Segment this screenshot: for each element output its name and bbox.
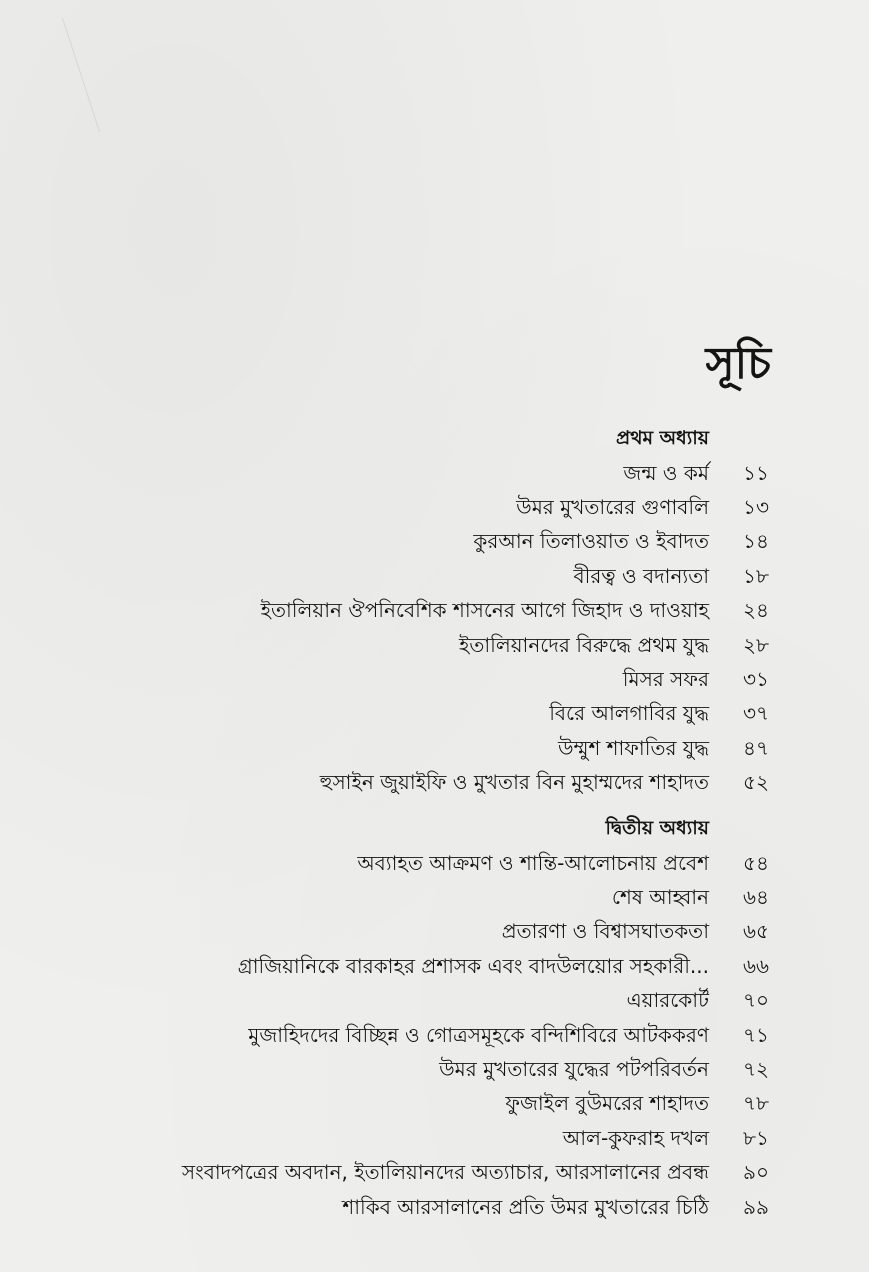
toc-entry-page-number: ১৪ (743, 529, 769, 554)
toc-entry-page-number: ৭৮ (743, 1091, 769, 1116)
chapter-2-entries (80, 848, 769, 1226)
toc-entry-page-number: ৭১ (743, 1022, 769, 1047)
toc-entry-title: গ্রাজিয়ানিকে বারকাহর প্রশাসক এবং বাদউলয়োর সহকারী... (237, 953, 709, 978)
toc-entry (80, 630, 769, 664)
toc-entry (80, 1192, 769, 1226)
toc-entry-page-number: ৪৭ (743, 735, 769, 760)
toc-entry (80, 917, 769, 951)
toc-entry (80, 882, 769, 916)
toc-entry (80, 596, 769, 630)
toc-entry-title: সংবাদপত্রের অবদান, ইতালিয়ানদের অত্যাচার, আরসালানের প্রবন্ধ (181, 1160, 709, 1185)
section-spacer (80, 802, 769, 812)
toc-entry-page-number: ৬৬ (742, 953, 769, 978)
section-heading-chapter-2: দ্বিতীয় অধ্যায় (605, 816, 709, 839)
toc-entry (80, 1123, 769, 1157)
toc-entry-title: জন্ম ও কর্ম (623, 460, 709, 485)
toc-entry (80, 985, 769, 1019)
toc-entry-title: মুজাহিদদের বিচ্ছিন্ন ও গোত্রসমূহকে বন্দিশিবিরে আটককরণ (248, 1022, 709, 1047)
toc-entry-page-number: ৫২ (743, 770, 769, 795)
toc-entry (80, 1089, 769, 1123)
toc-entry-page-number: ৯৯ (743, 1194, 769, 1219)
toc-entry-page-number: ২৮ (743, 632, 769, 657)
toc-entry-title: অব্যাহত আক্রমণ ও শান্তি-আলোচনায় প্রবেশ (357, 850, 709, 875)
toc-entry (80, 768, 769, 802)
toc-entry-title: ইতালিয়ানদের বিরুদ্ধে প্রথম যুদ্ধ (458, 632, 709, 657)
toc-entry (80, 699, 769, 733)
toc-entry (80, 1157, 769, 1191)
toc-entry-page-number: ৮১ (743, 1125, 769, 1150)
toc-entry-title: উম্মুশ শাফাতির যুদ্ধ (558, 735, 709, 760)
toc-entry-title: ফুজাইল বুউমরের শাহাদত (505, 1091, 709, 1116)
toc-entry-title: প্রতারণা ও বিশ্বাসঘাতকতা (501, 919, 709, 944)
toc-entry-page-number: ১১ (743, 460, 769, 485)
toc-entry-title: ইতালিয়ান ঔপনিবেশিক শাসনের আগে জিহাদ ও দাওয়াহ (260, 598, 709, 623)
toc-entry-title: বিরে আলগাবির যুদ্ধ (549, 701, 709, 726)
page-title: সূচি (705, 338, 771, 389)
toc-entry (80, 492, 769, 526)
toc-entry (80, 848, 769, 882)
toc-entry (80, 951, 769, 985)
toc-entry-page-number: ৭০ (742, 988, 769, 1013)
toc-entry (80, 527, 769, 561)
toc-entry-page-number: ৫৪ (743, 850, 769, 875)
table-of-contents (80, 422, 769, 1226)
toc-entry-page-number: ৬৫ (743, 919, 769, 944)
toc-entry-title: বীরত্ব ও বদান্যতা (573, 563, 709, 588)
toc-entry-title: মিসর সফর (622, 667, 709, 692)
toc-entry-page-number: ৭২ (742, 1056, 769, 1081)
toc-entry (80, 1054, 769, 1088)
toc-entry-page-number: ৩১ (743, 667, 769, 692)
toc-entry (80, 458, 769, 492)
paper-scratch-mark (62, 18, 100, 132)
toc-entry-page-number: ৩৭ (742, 701, 769, 726)
toc-entry-page-number: ৬৪ (743, 884, 769, 909)
toc-entry-page-number: ৯০ (743, 1160, 769, 1185)
chapter-1-entries (80, 458, 769, 802)
section-heading-chapter-1: প্রথম অধ্যায় (616, 427, 709, 449)
toc-entry-title: উমর মুখতারের যুদ্ধের পটপরিবর্তন (439, 1056, 709, 1081)
toc-entry-page-number: ১৩ (743, 495, 769, 520)
toc-entry (80, 664, 769, 698)
toc-entry-page-number: ১৮ (743, 563, 769, 588)
toc-entry-title: শেষ আহ্বান (611, 884, 709, 909)
toc-entry-title: শাকিব আরসালানের প্রতি উমর মুখতারের চিঠি (342, 1194, 709, 1219)
toc-entry (80, 561, 769, 595)
toc-entry-title: কুরআন তিলাওয়াত ও ইবাদত (473, 529, 709, 554)
toc-entry-page-number: ২৪ (743, 598, 769, 623)
toc-entry-title: এয়ারকোর্ট (626, 988, 709, 1013)
toc-entry-title: হুসাইন জুয়াইফি ও মুখতার বিন মুহাম্মদের শাহাদত (319, 770, 709, 795)
toc-entry (80, 733, 769, 767)
toc-entry-title: আল-কুফরাহ দখল (562, 1125, 709, 1150)
toc-entry-title: উমর মুখতারের গুণাবলি (516, 495, 709, 520)
toc-entry (80, 1020, 769, 1054)
